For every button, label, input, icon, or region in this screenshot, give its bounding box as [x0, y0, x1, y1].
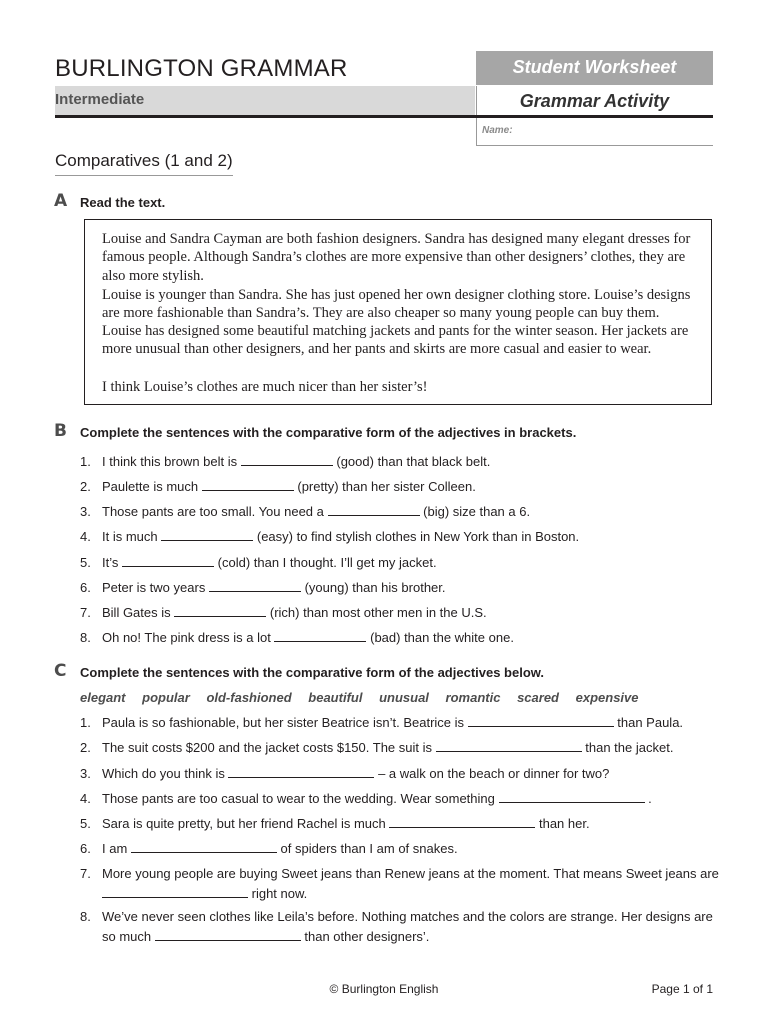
answer-blank[interactable]: [241, 454, 333, 466]
item-number: 6.: [80, 841, 91, 856]
reading-paragraph: Louise is younger than Sandra. She has just opened her own designer clothing store. Louise’s designs are more fashionable than Sandra’s. They are also cheaper so many young people can buy them. Louise has designed some beautiful matching jackets and pants for the winter season. Her jackets are more unusual than other designers, and her pants and skirts are more casual and easier to wear.: [102, 286, 691, 358]
exercise-c-item: [80, 816, 590, 831]
answer-blank[interactable]: [174, 605, 266, 617]
answer-blank[interactable]: [499, 791, 645, 803]
answer-blank[interactable]: [202, 479, 294, 491]
answer-blank[interactable]: [389, 816, 535, 828]
exercise-c-item: [80, 740, 673, 755]
exercise-b-item: [80, 479, 476, 494]
item-number: 8.: [80, 909, 91, 924]
item-text-before: Peter is two years: [102, 580, 206, 595]
section-c-letter: C: [54, 661, 67, 681]
item-text-after: (easy) to find stylish clothes in New York than in Boston.: [256, 529, 580, 544]
item-text-after: (big) size than a 6.: [423, 504, 531, 519]
answer-blank[interactable]: [102, 886, 248, 898]
item-text-before: Those pants are too small. You need a: [102, 504, 324, 519]
word-bank-item: beautiful: [308, 690, 363, 705]
item-text-after: than the jacket.: [585, 740, 674, 755]
item-text-after: (young) than his brother.: [304, 580, 446, 595]
item-text-before: We’ve never seen clothes like Leila’s before. Nothing matches and the colors are strange. Her designs are so much: [102, 909, 713, 944]
activity-title: Grammar Activity: [519, 91, 670, 111]
word-bank-item: scared: [517, 690, 559, 705]
answer-blank[interactable]: [468, 715, 614, 727]
exercise-c-item: [80, 907, 720, 946]
word-bank-item: popular: [142, 690, 190, 705]
answer-blank[interactable]: [228, 766, 374, 778]
item-text-after: than Paula.: [617, 715, 684, 730]
item-text-before: Bill Gates is: [102, 605, 171, 620]
answer-blank[interactable]: [328, 504, 420, 516]
exercise-b-item: [80, 555, 437, 570]
exercise-b-item: [80, 605, 487, 620]
page-number: Page 1 of 1: [651, 982, 713, 996]
item-text-before: Paulette is much: [102, 479, 199, 494]
item-text-before: It’s: [102, 555, 119, 570]
exercise-b-item: [80, 529, 579, 544]
item-text-after: than other designers’.: [304, 928, 430, 944]
exercise-c-item: [80, 841, 458, 856]
item-number: 2.: [80, 479, 91, 494]
reading-paragraph: Louise and Sandra Cayman are both fashion designers. Sandra has designed many elegant dresses for famous people. Although Sandra’s clothes are more expensive than other designers’ clothes, they are also more stylish.: [102, 231, 691, 284]
word-bank: [80, 690, 652, 705]
exercise-c-item: [80, 791, 652, 806]
item-text-before: Oh no! The pink dress is a lot: [102, 630, 271, 645]
answer-blank[interactable]: [161, 529, 253, 541]
item-text-before: Which do you think is: [102, 766, 225, 781]
item-number: 7.: [80, 866, 91, 881]
item-number: 3.: [80, 504, 91, 519]
section-b-letter: B: [54, 421, 67, 441]
word-bank-item: elegant: [80, 690, 126, 705]
item-number: 1.: [80, 715, 91, 730]
reading-paragraph: I think Louise’s clothes are much nicer than her sister’s!: [102, 379, 428, 395]
answer-blank[interactable]: [436, 740, 582, 752]
item-text-after: than her.: [538, 816, 590, 831]
item-text-after: – a walk on the beach or dinner for two?: [378, 766, 610, 781]
exercise-b-item: [80, 630, 514, 645]
worksheet-title: Student Worksheet: [512, 57, 677, 77]
word-bank-item: old-fashioned: [206, 690, 292, 705]
item-text-before: Sara is quite pretty, but her friend Rachel is much: [102, 816, 386, 831]
page-title: Comparatives (1 and 2): [55, 151, 233, 176]
item-number: 4.: [80, 529, 91, 544]
item-number: 1.: [80, 454, 91, 469]
word-bank-item: expensive: [575, 690, 639, 705]
item-text-before: The suit costs $200 and the jacket costs $150. The suit is: [102, 740, 433, 755]
item-text-after: (bad) than the white one.: [370, 630, 514, 645]
copyright: © Burlington English: [329, 982, 439, 996]
item-text-before: Paula is so fashionable, but her sister Beatrice isn’t. Beatrice is: [102, 715, 465, 730]
item-text-after: (cold) than I thought. I’ll get my jacket.: [217, 555, 437, 570]
item-number: 7.: [80, 605, 91, 620]
exercise-c-item: [80, 766, 609, 781]
exercise-b-item: [80, 504, 530, 519]
word-bank-item: unusual: [379, 690, 429, 705]
section-b-instruction: Complete the sentences with the comparative form of the adjectives in brackets.: [80, 425, 577, 440]
item-number: 3.: [80, 766, 91, 781]
exercise-b-item: [80, 580, 446, 595]
exercise-b-item: [80, 454, 490, 469]
section-a-instruction: Read the text.: [80, 195, 166, 210]
item-number: 2.: [80, 740, 91, 755]
level-label: Intermediate: [55, 91, 145, 108]
exercise-c-item: [80, 864, 720, 903]
item-number: 4.: [80, 791, 91, 806]
item-text-before: It is much: [102, 529, 158, 544]
item-text-after: .: [648, 791, 652, 806]
section-a-letter: A: [54, 191, 68, 211]
item-number: 5.: [80, 555, 91, 570]
section-c-instruction: Complete the sentences with the comparative form of the adjectives below.: [80, 665, 545, 680]
item-text-before: I am: [102, 841, 128, 856]
answer-blank[interactable]: [155, 929, 301, 941]
item-text-after: (good) than that black belt.: [336, 454, 491, 469]
name-label: Name:: [482, 125, 513, 136]
item-text-after: of spiders than I am of snakes.: [280, 841, 458, 856]
answer-blank[interactable]: [131, 841, 277, 853]
item-number: 6.: [80, 580, 91, 595]
word-bank-item: romantic: [445, 690, 501, 705]
item-text-before: Those pants are too casual to wear to the wedding. Wear something: [102, 791, 495, 806]
item-text-before: I think this brown belt is: [102, 454, 238, 469]
exercise-c-item: [80, 715, 683, 730]
answer-blank[interactable]: [209, 580, 301, 592]
item-text-before: More young people are buying Sweet jeans than Renew jeans at the moment. That means Sweet jeans are: [102, 866, 719, 881]
item-text-after: right now.: [251, 885, 308, 901]
brand-title: BURLINGTON GRAMMAR: [55, 55, 348, 82]
item-number: 8.: [80, 630, 91, 645]
item-text-after: (rich) than most other men in the U.S.: [269, 605, 487, 620]
item-number: 5.: [80, 816, 91, 831]
answer-blank[interactable]: [274, 630, 366, 642]
answer-blank[interactable]: [122, 555, 214, 567]
item-text-after: (pretty) than her sister Colleen.: [297, 479, 476, 494]
